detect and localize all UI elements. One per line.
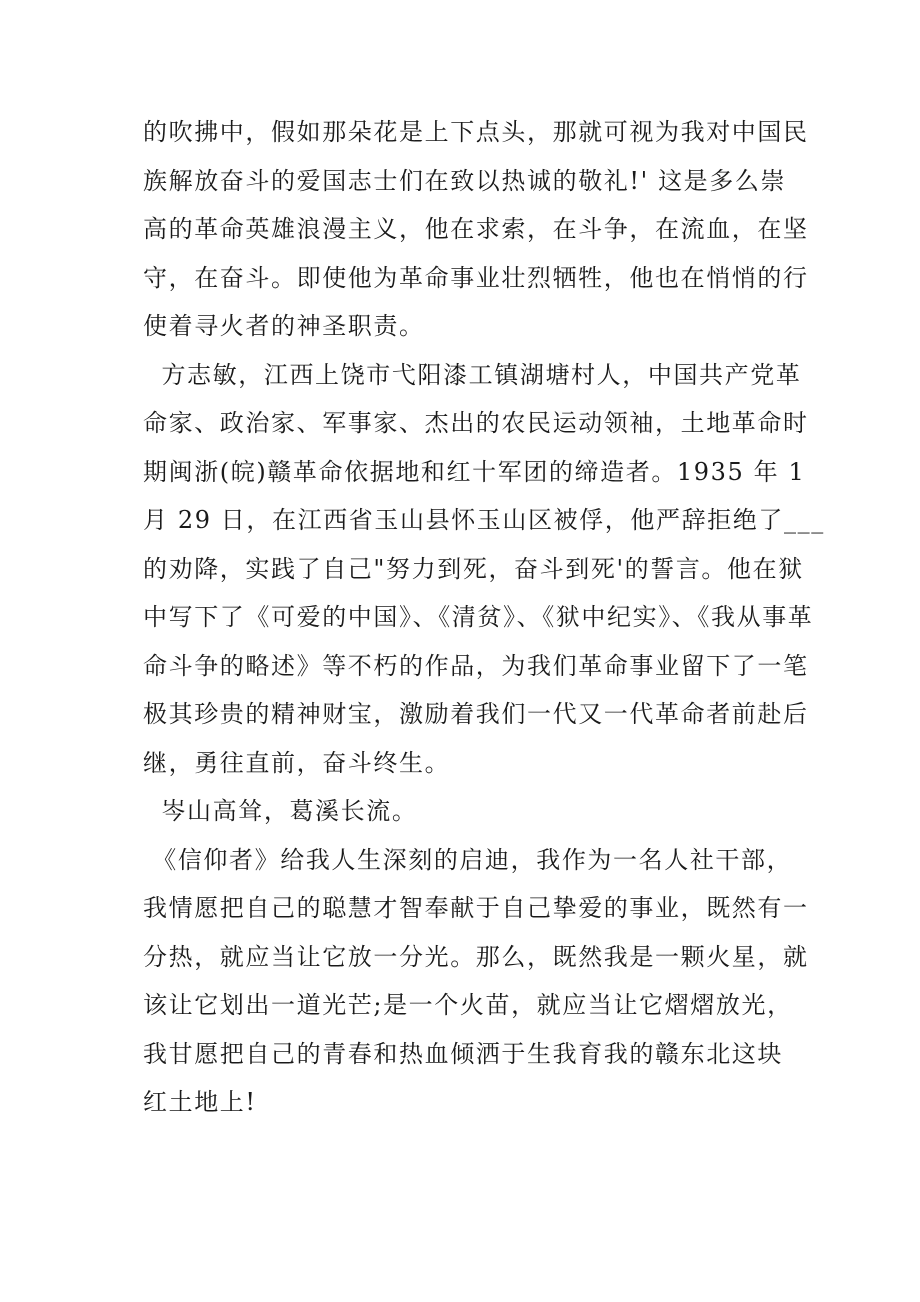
text-line: 该让它划出一道光芒;是一个火苗，就应当让它熠熠放光， — [143, 991, 793, 1019]
text-line: 《信仰者》给我人生深刻的启迪，我作为一名人社干部， — [143, 845, 793, 874]
text-line: 的吹拂中，假如那朵花是上下点头，那就可视为我对中国民 — [143, 118, 809, 146]
text-line: 期闽浙(皖)赣革命依据地和红十军团的缔造者。1935 年 1 — [143, 457, 806, 486]
text-line: 我甘愿把自己的青春和热血倾洒于生我育我的赣东北这块 — [143, 1039, 783, 1068]
paragraph-3 — [143, 787, 810, 836]
text-line: 使着寻火者的神圣职责。 — [143, 312, 425, 340]
text-line: 方志敏，江西上饶市弋阳漆工镇湖塘村人，中国共产党革 — [143, 360, 802, 389]
text-line: 岑山高耸，葛溪长流。 — [143, 797, 418, 825]
text-line: 高的革命英雄浪漫主义，他在求索，在斗争，在流血，在坚 — [143, 215, 809, 243]
text-line: 我情愿把自己的聪慧才智奉献于自己挚爱的事业，既然有一 — [143, 894, 809, 922]
paragraph-2 — [143, 351, 825, 788]
text-line: 的劝降，实践了自己"努力到死，奋斗到死'的誓言。他在狱 — [143, 554, 804, 583]
text-line: 月 29 日，在江西省玉山县怀玉山区被俘，他严辞拒绝了___ — [143, 506, 825, 534]
text-line: 继，勇往直前，奋斗终生。 — [143, 748, 451, 777]
paragraph-4 — [143, 836, 810, 1127]
paragraph-1 — [143, 108, 810, 351]
text-line: 红土地上! — [143, 1088, 257, 1116]
text-line: 极其珍贵的精神财宝，激励着我们一代又一代革命者前赴后 — [143, 700, 809, 728]
text-line: 分热，就应当让它放一分光。那么，既然我是一颗火星，就 — [143, 942, 809, 971]
text-line: 命家、政治家、军事家、杰出的农民运动领袖，土地革命时 — [143, 409, 809, 437]
text-line: 中写下了《可爱的中国》、《清贫》、《狱中纪实》、《我从事革 — [143, 603, 814, 631]
text-line: 命斗争的略述》等不朽的作品，为我们革命事业留下了一笔 — [143, 651, 809, 680]
text-line: 守，在奋斗。即使他为革命事业壮烈牺牲，他也在悄悄的行 — [143, 263, 809, 292]
text-line: 族解放奋斗的爱国志士们在致以热诚的敬礼!' 这是多么崇 — [143, 166, 787, 195]
